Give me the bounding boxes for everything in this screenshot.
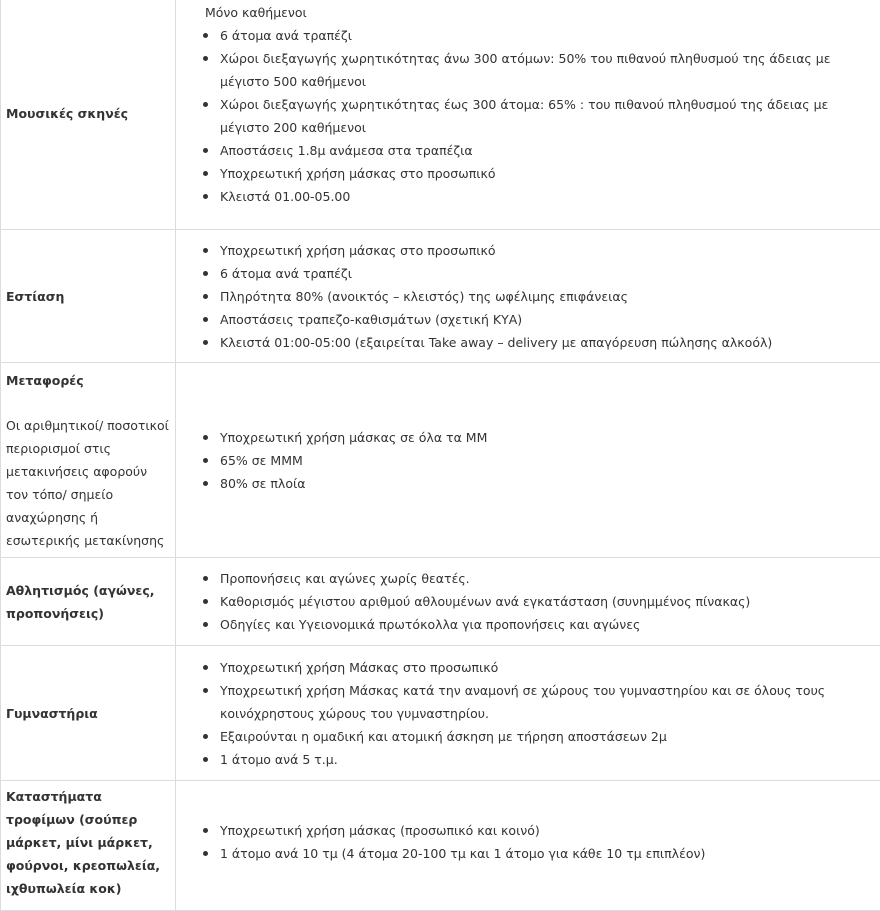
list-item: Υποχρεωτική χρήση Μάσκας στο προσωπικό	[202, 656, 875, 679]
list-item: Κλειστά 01:00-05:00 (εξαιρείται Take away – delivery με απαγόρευση πώλησης αλκοόλ)	[202, 331, 875, 354]
list-item: 1 άτομο ανά 10 τμ (4 άτομα 20-100 τμ και 1 άτομο για κάθε 10 τμ επιπλέον)	[202, 842, 875, 865]
detail-list	[202, 426, 875, 495]
category-title: Αθλητισμός (αγώνες, προπονήσεις)	[6, 579, 171, 625]
table-row	[1, 363, 880, 558]
list-item: Υποχρεωτική χρήση μάσκας στο προσωπικό	[202, 162, 875, 185]
detail-list	[202, 656, 875, 771]
list-item: 80% σε πλοία	[202, 472, 875, 495]
table-row	[1, 230, 880, 363]
category-note: Οι αριθμητικοί/ ποσοτικοί περιορισμοί στις μετακινήσεις αφορούν τον τόπο/ σημείο αναχώρησης ή εσωτερικής μετακίνησης	[6, 414, 171, 552]
detail-list	[202, 567, 875, 636]
category-cell	[1, 0, 176, 230]
table-row	[1, 558, 880, 646]
list-item: Χώροι διεξαγωγής χωρητικότητας έως 300 άτομα: 65% : του πιθανού πληθυσμού της άδειας με μέγιστο 200 καθήμενοι	[202, 93, 875, 139]
detail-list	[202, 239, 875, 354]
category-title: Μεταφορές	[6, 369, 171, 392]
list-item: Κλειστά 01.00-05.00	[202, 185, 875, 208]
detail-list	[202, 819, 875, 865]
list-item: Οδηγίες και Υγειονομικά πρωτόκολλα για προπονήσεις και αγώνες	[202, 613, 875, 636]
category-cell	[1, 558, 176, 646]
category-cell	[1, 363, 176, 558]
list-item: Υποχρεωτική χρήση Μάσκας κατά την αναμονή σε χώρους του γυμναστηρίου και σε όλους τους κοινόχρηστους χώρους του γυμναστηρίου.	[202, 679, 875, 725]
list-item: 6 άτομα ανά τραπέζι	[202, 24, 875, 47]
details-cell	[176, 781, 880, 911]
category-cell	[1, 781, 176, 911]
list-item: Υποχρεωτική χρήση μάσκας στο προσωπικό	[202, 239, 875, 262]
list-item: 1 άτομο ανά 5 τ.μ.	[202, 748, 875, 771]
details-cell	[176, 363, 880, 558]
category-title: Μουσικές σκηνές	[6, 102, 171, 125]
list-item: Αποστάσεις τραπεζο-καθισμάτων (σχετική ΚΥΑ)	[202, 308, 875, 331]
list-item: Υποχρεωτική χρήση μάσκας (προσωπικό και κοινό)	[202, 819, 875, 842]
list-item: 65% σε ΜΜΜ	[202, 449, 875, 472]
list-item: Αποστάσεις 1.8μ ανάμεσα στα τραπέζια	[202, 139, 875, 162]
list-item: Καθορισμός μέγιστου αριθμού αθλουμένων ανά εγκατάσταση (συνημμένος πίνακας)	[202, 590, 875, 613]
category-title: Γυμναστήρια	[6, 702, 171, 725]
details-cell	[176, 230, 880, 363]
category-title: Καταστήματα τροφίμων (σούπερ μάρκετ, μίνι μάρκετ, φούρνοι, κρεοπωλεία, ιχθυπωλεία κοκ)	[6, 785, 171, 900]
list-item: Υποχρεωτική χρήση μάσκας σε όλα τα ΜΜ	[202, 426, 875, 449]
category-title: Εστίαση	[6, 285, 171, 308]
list-item: 6 άτομα ανά τραπέζι	[202, 262, 875, 285]
table-row	[1, 0, 880, 230]
list-item: Προπονήσεις και αγώνες χωρίς θεατές.	[202, 567, 875, 590]
category-cell	[1, 230, 176, 363]
list-item: Εξαιρούνται η ομαδική και ατομική άσκηση με τήρηση αποστάσεων 2μ	[202, 725, 875, 748]
table-row	[1, 781, 880, 911]
detail-list	[202, 24, 875, 208]
list-item: Χώροι διεξαγωγής χωρητικότητας άνω 300 ατόμων: 50% του πιθανού πληθυσμού της άδειας με μέγιστο 500 καθήμενοι	[202, 47, 875, 93]
list-item: Πληρότητα 80% (ανοικτός – κλειστός) της ωφέλιμης επιφάνειας	[202, 285, 875, 308]
detail-lead: Μόνο καθήμενοι	[202, 1, 875, 24]
details-cell	[176, 646, 880, 781]
details-cell	[176, 558, 880, 646]
category-cell	[1, 646, 176, 781]
table-row	[1, 646, 880, 781]
details-cell	[176, 0, 880, 230]
